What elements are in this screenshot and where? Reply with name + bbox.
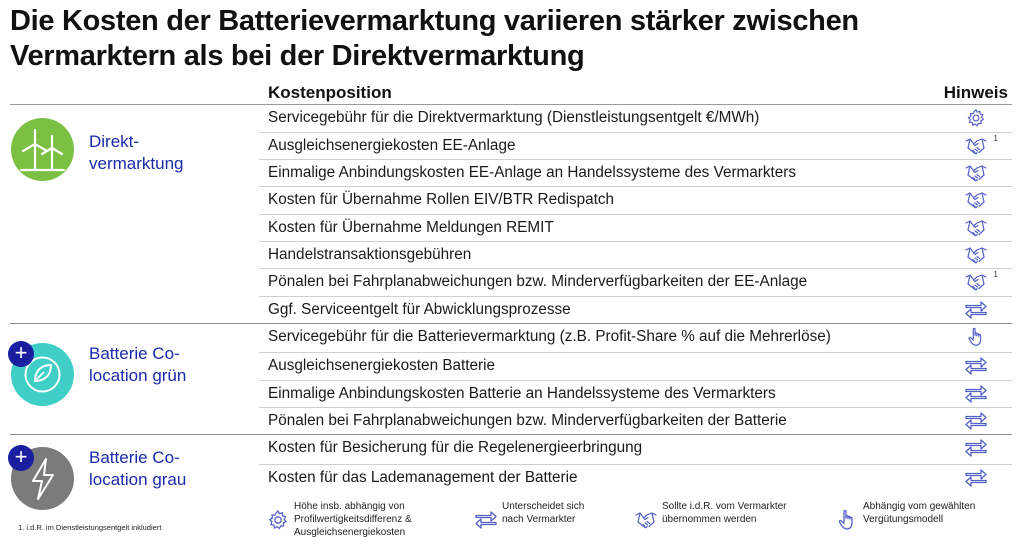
cost-position-text: Einmalige Anbindungskosten Batterie an Handelssysteme des Vermarkters xyxy=(268,385,776,402)
handshake-icon xyxy=(964,244,988,266)
cost-position-text: Ausgleichsenergiekosten EE-Anlage xyxy=(268,137,516,154)
section-label-line: Batterie Co- xyxy=(89,448,180,467)
handshake-icon xyxy=(964,217,988,239)
plus-icon: + xyxy=(8,341,34,367)
cost-position-text: Kosten für Übernahme Meldungen REMIT xyxy=(268,219,554,236)
table-row xyxy=(259,296,1012,323)
cost-position-text: Pönalen bei Fahrplanabweichungen bzw. Minderverfügbarkeiten der EE-Anlage xyxy=(268,273,808,290)
table-row xyxy=(259,105,1012,132)
arrows-icon xyxy=(964,355,988,377)
legend-item xyxy=(835,500,1015,544)
legend-text: Unterscheidet sich nach Vermarkter xyxy=(502,501,585,525)
table-row xyxy=(259,268,1012,295)
section-label-line: location grau xyxy=(89,470,187,489)
legend-item xyxy=(266,500,456,544)
hand-icon xyxy=(964,326,988,348)
cost-position-text: Pönalen bei Fahrplanabweichungen bzw. Minderverfügbarkeiten der Batterie xyxy=(268,412,787,429)
table-row xyxy=(259,380,1012,407)
legend-text: Höhe insb. abhängig von Profilwertigkeitsdifferenz & Ausgleichsenergiekosten xyxy=(294,501,412,538)
section-label-line: Direkt- xyxy=(89,132,140,151)
table-row xyxy=(259,324,1012,351)
section-label-line: Batterie Co- xyxy=(89,344,180,363)
legend-item xyxy=(474,500,654,544)
table-row xyxy=(259,132,1012,159)
section-label-direktvermarktung xyxy=(89,131,183,175)
handshake-icon xyxy=(964,162,988,184)
arrows-icon xyxy=(964,383,988,405)
table-row xyxy=(259,352,1012,379)
table-row xyxy=(259,241,1012,268)
header-kostenposition: Kostenposition xyxy=(268,83,392,102)
handshake-icon xyxy=(964,135,988,157)
page-title xyxy=(10,4,1010,74)
handshake-icon xyxy=(964,189,988,211)
table-row xyxy=(259,186,1012,213)
table-row xyxy=(259,159,1012,186)
cost-position-text: Einmalige Anbindungskosten EE-Anlage an Handelssysteme des Vermarkters xyxy=(268,164,797,181)
cost-position-text: Handelstransaktionsgebühren xyxy=(268,246,472,263)
arrows-icon xyxy=(964,467,988,489)
cost-position-text: Kosten für das Lademanagement der Batterie xyxy=(268,469,578,486)
cost-position-text: Ausgleichsenergiekosten Batterie xyxy=(268,357,496,374)
cost-position-text: Kosten für Besicherung für die Regelenergieerbringung xyxy=(268,439,643,456)
title-line-2: Vermarktern als bei der Direktvermarktung xyxy=(10,40,585,72)
cost-position-text: Servicegebühr für die Batterievermarktung (z.B. Profit-Share % auf die Mehrerlöse) xyxy=(268,328,831,345)
footnote-marker: 1 xyxy=(993,270,998,279)
section-label-batterie-grau xyxy=(89,447,186,491)
section-label-batterie-gruen xyxy=(89,343,186,387)
wind-turbine-icon xyxy=(11,118,74,181)
arrows-icon xyxy=(964,410,988,432)
plus-icon: + xyxy=(8,445,34,471)
section-label-line: vermarktung xyxy=(89,154,184,173)
handshake-icon xyxy=(964,271,988,293)
header-hinweis: Hinweis xyxy=(943,83,1008,102)
legend-text: Abhängig vom gewählten Vergütungsmodell xyxy=(863,501,976,525)
table-row xyxy=(259,214,1012,241)
cost-position-text: Ggf. Serviceentgelt für Abwicklungsprozesse xyxy=(268,301,571,318)
table-row xyxy=(259,464,1012,491)
footnote: 1. i.d.R. im Dienstleistungsentgelt inkludiert xyxy=(18,523,162,532)
gear-icon xyxy=(964,107,988,129)
section-label-line: location grün xyxy=(89,366,187,385)
legend-item xyxy=(634,500,814,544)
arrows-icon xyxy=(964,437,988,459)
legend-text: Sollte i.d.R. vom Vermarkter übernommen werden xyxy=(662,501,787,525)
arrows-icon xyxy=(964,299,988,321)
cost-position-text: Servicegebühr für die Direktvermarktung (Dienstleistungsentgelt €/MWh) xyxy=(268,109,760,126)
title-line-1: Die Kosten der Batterievermarktung variieren stärker zwischen xyxy=(10,5,859,37)
table-row xyxy=(259,435,1012,462)
table-row xyxy=(259,407,1012,434)
cost-position-text: Kosten für Übernahme Rollen EIV/BTR Redispatch xyxy=(268,191,615,208)
footnote-marker: 1 xyxy=(993,134,998,143)
